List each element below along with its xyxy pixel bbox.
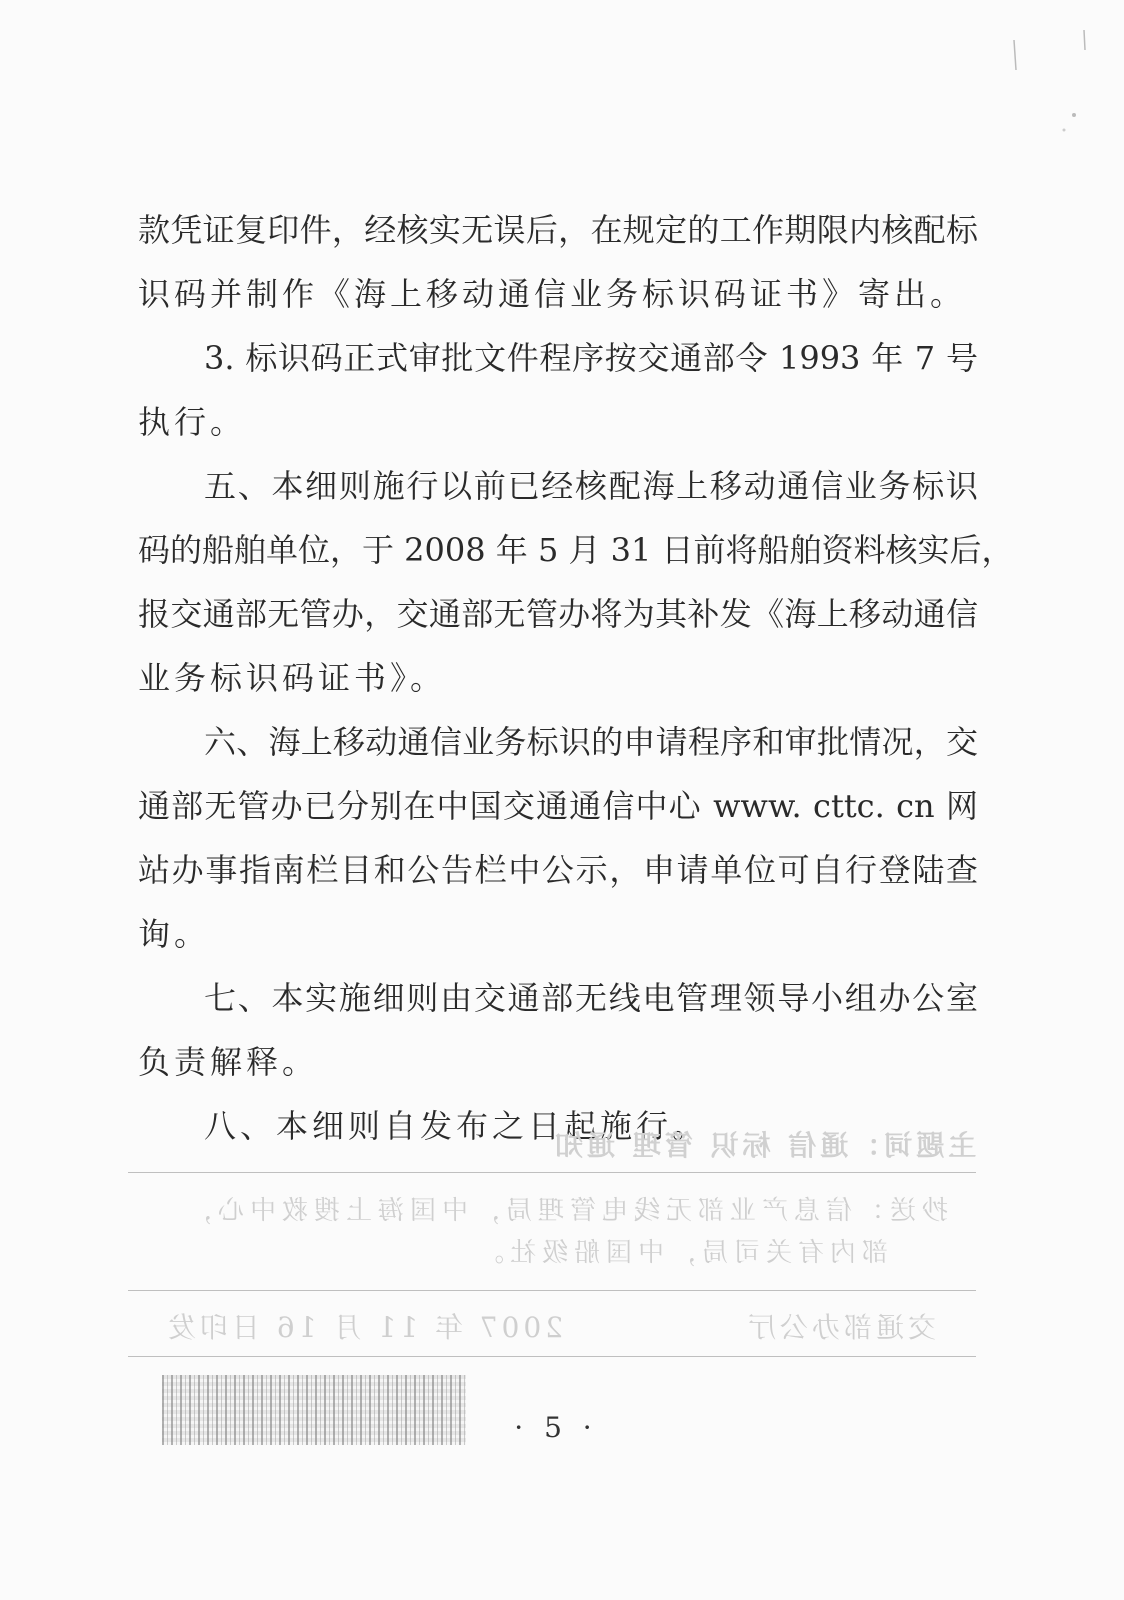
text-line: 款凭证复印件，经核实无误后，在规定的工作期限内核配标 xyxy=(138,211,978,249)
body-text xyxy=(138,198,1014,1158)
issuer-row xyxy=(128,1302,976,1348)
divider xyxy=(128,1356,976,1357)
text-line: 八、本细则自发布之日起施行。 xyxy=(204,1107,709,1145)
page-number: · 5 · xyxy=(514,1411,598,1444)
print-date: 2007 年 11 月 16 日印发 xyxy=(164,1311,564,1344)
text-line: 五、本细则施行以前已经核配海上移动通信业务标识 xyxy=(204,467,978,505)
text-line: 码的船舶单位，于 2008 年 5 月 31 日前将船舶资料核实后， xyxy=(138,531,1014,569)
cc-line: 部内有关司局，中国船级社。 xyxy=(471,1238,888,1268)
text-line: 报交通部无管办，交通部无管办将为其补发《海上移动通信 xyxy=(138,595,978,633)
barcode xyxy=(162,1375,466,1445)
divider xyxy=(128,1290,976,1291)
text-line: 七、本实施细则由交通部无线电管理领导小组办公室 xyxy=(204,979,978,1017)
text-line: 站办事指南栏目和公告栏中公示，申请单位可自行登陆查 xyxy=(138,851,978,889)
keywords: 主题词：通信 标识 管理 通知 xyxy=(550,1129,976,1162)
divider xyxy=(128,1172,976,1173)
text-line: 识码并制作《海上移动通信业务标识码证书》寄出。 xyxy=(138,275,967,313)
text-line: 业务标识码证书》。 xyxy=(138,659,447,697)
text-line: 通部无管办已分别在中国交通通信中心 www. cttc. cn 网 xyxy=(138,787,978,825)
scan-specks xyxy=(954,20,1094,140)
cc-line: 抄送：信息产业部无线电管理局，中国海上搜救中心， xyxy=(179,1196,948,1226)
text-line: 六、海上移动通信业务标识的申请程序和审批情况，交 xyxy=(204,723,978,761)
issuer: 交通部办公厅 xyxy=(743,1311,936,1344)
text-line: 询。 xyxy=(138,915,211,953)
text-line: 3. 标识码正式审批文件程序按交通部令 1993 年 7 号 xyxy=(204,339,978,377)
text-line: 执行。 xyxy=(138,403,247,441)
cc-block xyxy=(168,1190,948,1274)
text-line: 负责解释。 xyxy=(138,1043,319,1081)
